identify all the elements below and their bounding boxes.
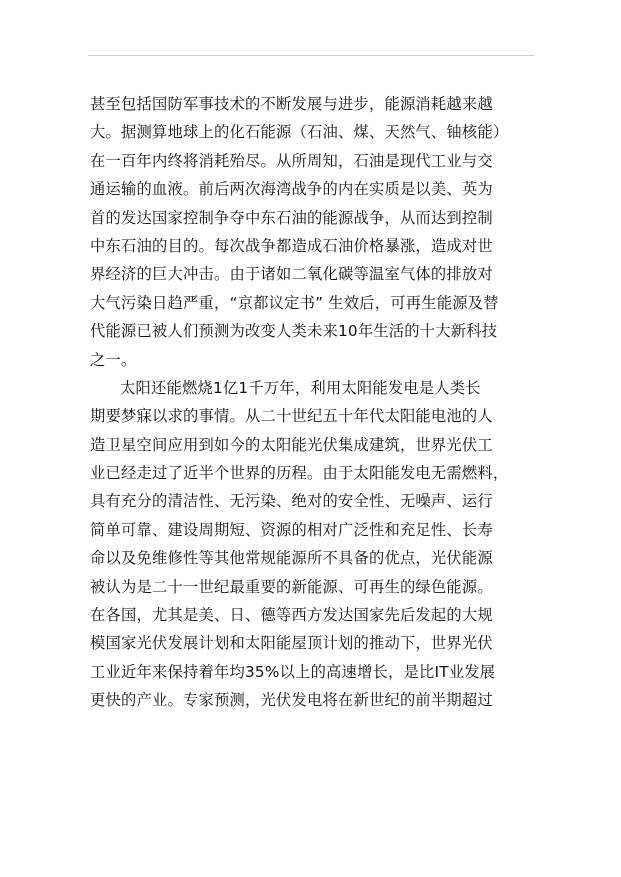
text-line: 工业近年来保持着年均35%以上的高速增长，是比IT业发展 (90, 662, 496, 681)
text-line: 大气污染日趋严重，“京都议定书” 生效后，可再生能源及替 (90, 293, 499, 312)
text-line: 简单可靠、建设周期短、资源的相对广泛性和充足性、长寿 (90, 520, 493, 539)
text-line: 业已经走过了近半个世界的历程。由于太阳能发电无需燃料， (90, 464, 509, 483)
text-line: 在一百年内终将消耗殆尽。从所周知，石油是现代工业与交 (90, 151, 493, 170)
text-line: 中东石油的目的。每次战争都造成石油价格暴涨，造成对世 (90, 236, 493, 255)
header-rule (88, 55, 534, 56)
text-line: 在各国，尤其是美、日、德等西方发达国家先后发起的大规 (90, 606, 493, 625)
text-line: 甚至包括国防军事技术的不断发展与进步，能源消耗越来越 (90, 95, 493, 113)
text-line: 之一。 (90, 350, 137, 369)
text-line: 首的发达国家控制争夺中东石油的能源战争，从而达到控制 (90, 208, 493, 227)
text-line: 命以及免维修性等其他常规能源所不具备的优点，光伏能源 (90, 549, 493, 568)
text-line: 代能源已被人们预测为改变人类未来10年生活的十大新科技 (90, 322, 498, 341)
text-line: 模国家光伏发展计划和太阳能屋顶计划的推动下，世界光伏 (90, 634, 493, 653)
text-line: 界经济的巨大冲击。由于诸如二氧化碳等温室气体的排放对 (90, 265, 493, 284)
text-line: 大。据测算地球上的化石能源（石油、煤、天然气、铀核能） (90, 123, 509, 142)
text-line: 更快的产业。专家预测，光伏发电将在新世纪的前半期超过 (90, 691, 493, 710)
text-line: 造卫星空间应用到如今的太阳能光伏集成建筑，世界光伏工 (90, 435, 493, 454)
paragraph-1 (90, 90, 540, 374)
text-line: 太阳还能燃烧1亿1千万年，利用太阳能发电是人类长 (120, 378, 481, 397)
text-line: 具有充分的清洁性、无污染、绝对的安全性、无噪声、运行 (90, 492, 493, 511)
document-body (90, 90, 540, 715)
paragraph-2 (90, 374, 540, 715)
text-line: 期要梦寐以求的事情。从二十世纪五十年代太阳能电池的人 (90, 407, 493, 426)
text-line: 通运输的血液。前后两次海湾战争的内在实质是以美、英为 (90, 180, 493, 199)
text-line: 被认为是二十一世纪最重要的新能源、可再生的绿色能源。 (90, 577, 493, 596)
